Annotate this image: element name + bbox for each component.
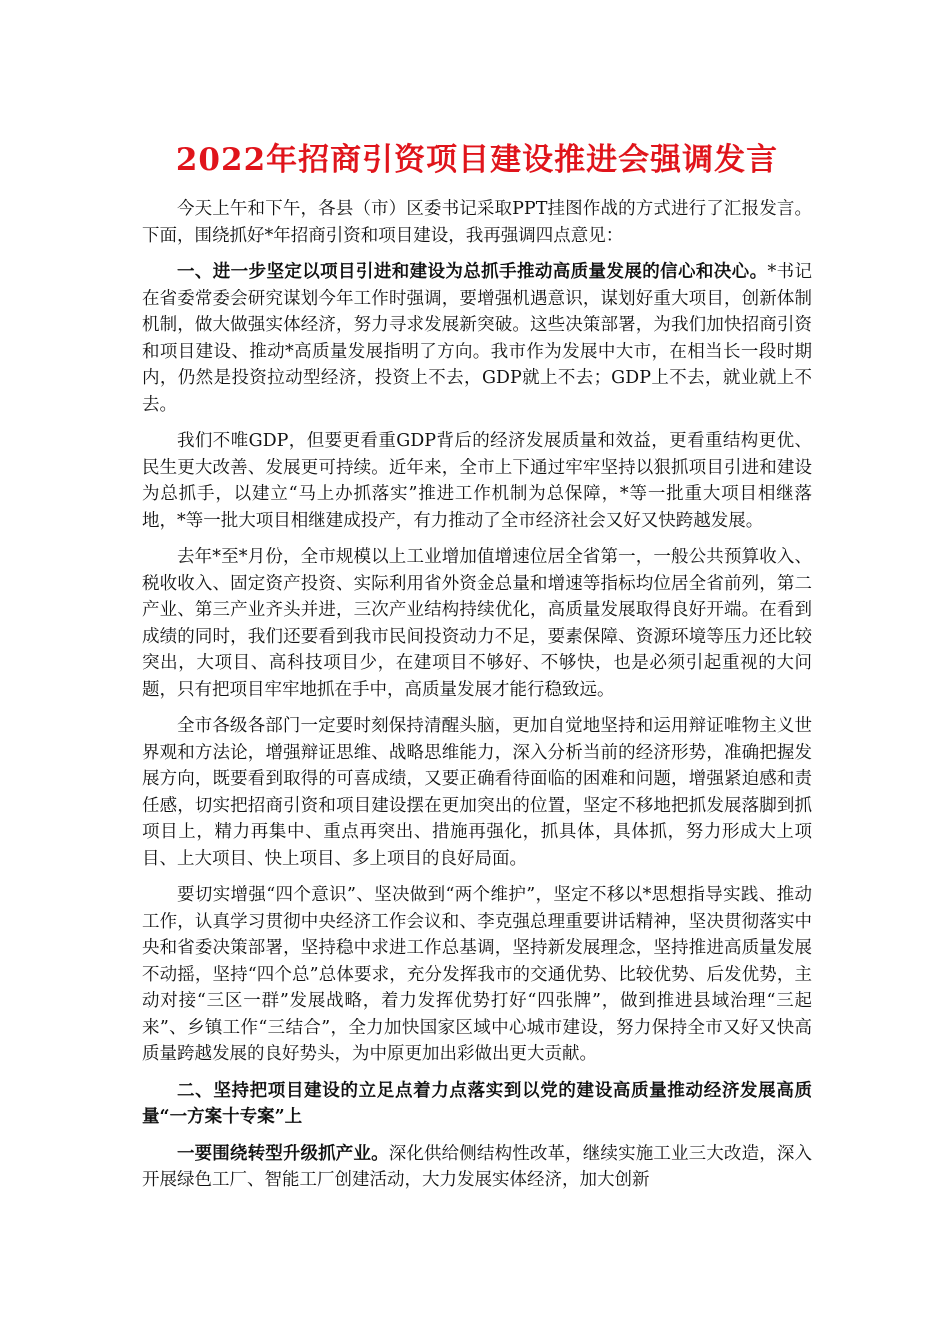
paragraph-3: 去年*至*月份，全市规模以上工业增加值增速位居全省第一，一般公共预算收入、税收收入、固定资产投资、实际利用省外资金总量和增速等指标均位居全省前列，第二产业、第三产业齐头并进，三次产业结构持续优化，高质量发展取得良好开端。在看到成绩的同时，我们还要看到我市民间投资动力不足，要素保障、资源环境等压力还比较突出，大项目、高科技项目少，在建项目不够好、不够快，也是必须引起重视的大问题，只有把项目牢牢地抓在手中，高质量发展才能行稳致远。: [142, 547, 812, 700]
intro-paragraph: 今天上午和下午，各县（市）区委书记采取PPT挂图作战的方式进行了汇报发言。下面，围绕抓好*年招商引资和项目建设，我再强调四点意见：: [142, 199, 812, 246]
paragraph-4: 全市各级各部门一定要时刻保持清醒头脑，更加自觉地坚持和运用辩证唯物主义世界观和方法论，增强辩证思维、战略思维能力，深入分析当前的经济形势，准确把握发展方向，既要看到取得的可喜成绩，又要正确看待面临的困难和问题，增强紧迫感和责任感，切实把招商引资和项目建设摆在更加突出的位置，坚定不移地把抓发展落脚到抓项目上，精力再集中、重点再突出、措施再强化，抓具体，具体抓，努力形成大上项目、上大项目、快上项目、多上项目的良好局面。: [142, 716, 812, 869]
section-1-text: *书记在省委常委会研究谋划今年工作时强调，要增强机遇意识，谋划好重大项目，创新体制机制，做大做强实体经济，努力寻求发展新突破。这些决策部署，为我们加快招商引资和项目建设、推动*高质量发展指明了方向。我市作为发展中大市，在相当长一段时期内，仍然是投资拉动型经济，投资上不去，GDP就上不去；GDP上不去，就业就上不去。: [142, 262, 813, 415]
paragraph-2: 我们不唯GDP，但要更看重GDP背后的经济发展质量和效益，更看重结构更优、民生更大改善、发展更可持续。近年来，全市上下通过牢牢坚持以狠抓项目引进和建设为总抓手，以建立“马上办抓落实”推进工作机制为总保障，*等一批重大项目相继落地，*等一批大项目相继建成投产，有力推动了全市经济社会又好又快跨越发展。: [142, 431, 812, 531]
document-title: 2022年招商引资项目建设推进会强调发言: [175, 142, 779, 178]
paragraph-6-lead: 一要围绕转型升级抓产业。: [177, 1143, 389, 1164]
section-1-paragraph: [142, 259, 812, 418]
section-1-heading: 一、进一步坚定以项目引进和建设为总抓手推动高质量发展的信心和决心。: [177, 262, 768, 282]
paragraph-6-text: 深化供给侧结构性改革，继续实施工业三大改造，深入开展绿色工厂、智能工厂创建活动，大力发展实体经济，加大创新: [142, 1143, 813, 1190]
paragraph-5: 要切实增强“四个意识”、坚决做到“两个维护”，坚定不移以*思想指导实践、推动工作，认真学习贯彻中央经济工作会议和、李克强总理重要讲话精神，坚决贯彻落实中央和省委决策部署，坚持稳中求进工作总基调，坚持新发展理念，坚持推进高质量发展不动摇，坚持“四个总”总体要求，充分发挥我市的交通优势、比较优势、后发优势，主动对接“三区一群”发展战略，着力发挥优势打好“四张牌”，做到推进县域治理“三起来”、乡镇工作“三结合”，全力加快国家区域中心城市建设，努力保持全市又好又快高质量跨越发展的良好势头，为中原更加出彩做出更大贡献。: [142, 885, 812, 1064]
document-page: [142, 138, 812, 1204]
section-2-heading: 二、坚持把项目建设的立足点着力点落实到以党的建设高质量推动经济发展高质量“一方案十专案”上: [142, 1080, 812, 1127]
paragraph-6: [142, 1141, 812, 1194]
